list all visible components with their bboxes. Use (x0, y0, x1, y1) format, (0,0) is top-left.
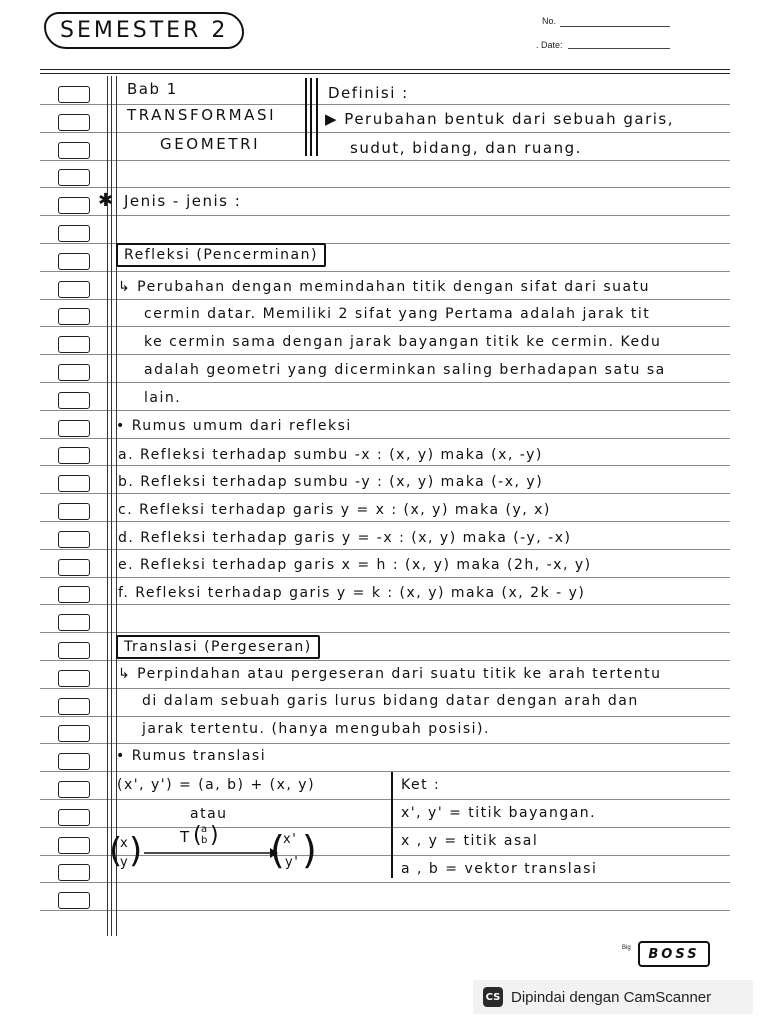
top-rule (40, 69, 730, 70)
binding-hole (58, 503, 90, 520)
t-paren-close: ) (210, 823, 219, 848)
binding-hole (58, 308, 90, 325)
right-paren-close: ) (302, 828, 317, 872)
translasi-desc-1: ↳ Perpindahan atau pergeseran dari suatu titik ke arah tertentu (118, 666, 662, 682)
translasi-desc-3: jarak tertentu. (hanya mengubah posisi). (142, 721, 490, 737)
ruled-line (40, 632, 730, 633)
binding-hole (58, 614, 90, 631)
refleksi-heading: Refleksi (Pencerminan) (116, 243, 326, 267)
semester-title: SEMESTER 2 (44, 12, 244, 49)
ket-item-1: x', y' = titik bayangan. (401, 805, 597, 821)
binding-hole (58, 336, 90, 353)
ruled-line (40, 688, 730, 689)
camscanner-watermark (473, 980, 753, 1014)
binding-hole (58, 864, 90, 881)
ruled-line (40, 882, 730, 883)
ruled-line (40, 132, 730, 133)
binding-hole (58, 364, 90, 381)
date-line (568, 48, 670, 49)
binding-hole (58, 531, 90, 548)
ruled-line (40, 660, 730, 661)
ket-divider (391, 772, 393, 878)
binding-hole (58, 475, 90, 492)
binding-hole (58, 837, 90, 854)
no-line (560, 26, 670, 27)
binding-hole (58, 169, 90, 186)
ruled-line (40, 465, 730, 466)
atau-label: atau (190, 806, 228, 822)
binding-hole (58, 281, 90, 298)
boss-logo-text: BOSS (648, 946, 700, 962)
translasi-formula: (x', y') = (a, b) + (x, y) (117, 777, 316, 793)
title-line-2: GEOMETRI (160, 135, 261, 153)
definisi-line-1: ▶ Perubahan bentuk dari sebuah garis, (325, 110, 674, 128)
ruled-line (40, 493, 730, 494)
title-divider-3 (316, 78, 318, 156)
ruled-line (40, 521, 730, 522)
ruled-line (40, 215, 730, 216)
camscanner-text: Dipindai dengan CamScanner (511, 988, 712, 1006)
rumus-c: c. Refleksi terhadap garis y = x : (x, y) maka (y, x) (118, 502, 551, 518)
right-paren-open: ( (270, 828, 285, 872)
t-bottom: b (201, 835, 209, 846)
binding-hole (58, 892, 90, 909)
ruled-line (40, 799, 730, 800)
binding-hole (58, 698, 90, 715)
boss-logo (638, 941, 710, 967)
binding-hole (58, 670, 90, 687)
ket-label: Ket : (401, 777, 441, 793)
refleksi-desc-5: lain. (144, 390, 182, 406)
binding-hole (58, 447, 90, 464)
ruled-line (40, 187, 730, 188)
binding-hole (58, 642, 90, 659)
bab-label: Bab 1 (127, 80, 178, 98)
refleksi-rumus-heading: • Rumus umum dari refleksi (116, 418, 352, 434)
ruled-line (40, 910, 730, 911)
binding-hole (58, 559, 90, 576)
ruled-line (40, 354, 730, 355)
brand-prefix: Big (622, 945, 631, 951)
binding-hole (58, 725, 90, 742)
left-paren-close: ) (129, 831, 143, 871)
t-paren-open: ( (193, 823, 202, 848)
refleksi-desc-2: cermin datar. Memiliki 2 sifat yang Pertama adalah jarak tit (144, 306, 651, 322)
ruled-line (40, 743, 730, 744)
translasi-desc-2: di dalam sebuah garis lurus bidang datar dengan arah dan (142, 693, 639, 709)
binding-hole (58, 809, 90, 826)
ket-item-2: x , y = titik asal (401, 833, 539, 849)
ket-item-3: a , b = vektor translasi (401, 861, 598, 877)
rumus-d: d. Refleksi terhadap garis y = -x : (x, y) maka (-y, -x) (118, 530, 572, 546)
ruled-line (40, 326, 730, 327)
title-line-1: TRANSFORMASI (127, 106, 277, 124)
camscanner-logo: CS (483, 987, 503, 1007)
no-label: No. (542, 16, 557, 26)
translasi-rumus-heading: • Rumus translasi (116, 748, 267, 764)
rumus-a: a. Refleksi terhadap sumbu -x : (x, y) maka (x, -y) (118, 447, 543, 463)
jenis-heading: Jenis - jenis : (124, 192, 242, 210)
vec-left-bottom: y (120, 855, 130, 870)
rumus-e: e. Refleksi terhadap garis x = h : (x, y) maka (2h, -x, y) (118, 557, 592, 573)
date-label: . Date: (536, 40, 563, 50)
translasi-heading: Translasi (Pergeseran) (116, 635, 320, 659)
binding-hole (58, 225, 90, 242)
ruled-line (40, 104, 730, 105)
t-top: a (201, 824, 209, 835)
refleksi-desc-3: ke cermin sama dengan jarak bayangan titik ke cermin. Kedu (144, 334, 662, 350)
left-paren-open: ( (109, 831, 123, 871)
arrow-icon (142, 846, 280, 860)
ruled-line (40, 604, 730, 605)
title-divider-2 (310, 78, 312, 156)
ruled-line (40, 827, 730, 828)
binding-hole (58, 392, 90, 409)
binding-hole (58, 86, 90, 103)
binding-hole (58, 420, 90, 437)
vec-right-top: x' (283, 832, 298, 847)
t-label: T (180, 828, 191, 846)
binding-hole (58, 753, 90, 770)
rumus-b: b. Refleksi terhadap sumbu -y : (x, y) maka (-x, y) (118, 474, 544, 490)
ruled-line (40, 382, 730, 383)
top-rule-double (40, 73, 730, 74)
binding-hole (58, 586, 90, 603)
definisi-label: Definisi : (328, 84, 409, 102)
binding-hole (58, 781, 90, 798)
ruled-line (40, 716, 730, 717)
binding-hole (58, 197, 90, 214)
ruled-line (40, 771, 730, 772)
ruled-line (40, 410, 730, 411)
ruled-line (40, 299, 730, 300)
refleksi-desc-1: ↳ Perubahan dengan memindahan titik dengan sifat dari suatu (118, 279, 650, 295)
vec-left-top: x (120, 836, 130, 851)
ruled-line (40, 577, 730, 578)
ruled-line (40, 549, 730, 550)
title-divider-1 (305, 78, 307, 156)
margin-line-3 (116, 76, 117, 936)
asterisk-icon: ✱ (98, 190, 115, 211)
refleksi-desc-4: adalah geometri yang dicerminkan saling berhadapan satu sa (144, 362, 666, 378)
binding-hole (58, 253, 90, 270)
definisi-line-2: sudut, bidang, dan ruang. (350, 139, 582, 157)
vec-right-bottom: y' (285, 855, 300, 870)
rumus-f: f. Refleksi terhadap garis y = k : (x, y) maka (x, 2k - y) (118, 585, 586, 601)
ruled-line (40, 438, 730, 439)
ruled-line (40, 160, 730, 161)
binding-hole (58, 114, 90, 131)
binding-hole (58, 142, 90, 159)
ruled-line (40, 271, 730, 272)
